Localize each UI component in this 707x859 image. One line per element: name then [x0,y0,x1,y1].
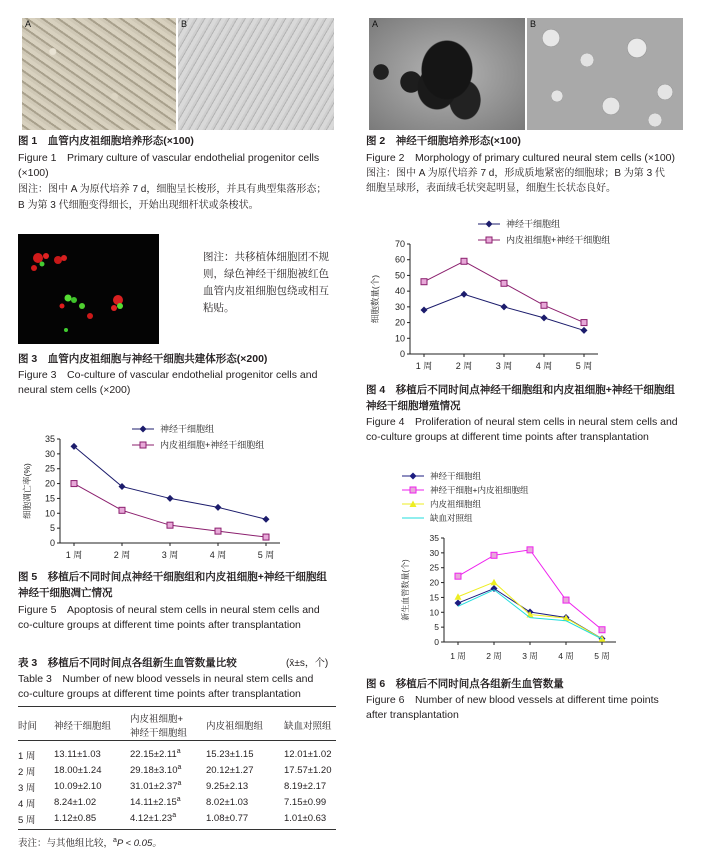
y-tick-label: 5 [434,622,439,633]
y-tick-label: 20 [429,577,439,588]
x-tick-label: 3 周 [522,651,538,661]
legend-label: 缺血对照组 [430,513,473,523]
fig5-chart [18,418,298,566]
data-point [421,279,427,285]
table-cell: 1.12±0.85 [54,813,97,824]
table3-bottom-rule [18,829,336,830]
data-point [215,504,222,511]
fig6-title-en-1: Figure 6 Number of new blood vessels at different time points [366,694,659,706]
data-point [527,547,533,553]
table-cell: 1.01±0.63 [284,813,327,824]
data-point [263,516,270,523]
table-cell: 20.12±1.27 [206,765,254,776]
table-row [18,811,336,827]
table3-header-control: 缺血对照组 [284,721,332,732]
table-cell: 8.02±1.03 [206,797,249,808]
data-point [119,507,125,513]
x-tick-label: 2 周 [486,651,502,661]
table-row [18,779,336,795]
series-line [424,261,584,322]
table-cell: 3 周 [18,782,36,794]
table-cell-value: 4.12±1.23 [130,813,173,825]
data-point [215,528,221,534]
y-tick-label: 50 [394,270,405,281]
y-tick-label: 35 [429,533,439,543]
table3-header-row [18,710,336,741]
table-row [18,795,336,811]
y-tick-label: 20 [394,317,405,328]
y-axis-label: 细胞凋亡率(%) [22,463,32,519]
y-tick-label: 0 [434,637,439,647]
fig3-title-cn: 图 3 血管内皮祖细胞与神经干细胞共建体形态(×200) [18,353,268,365]
y-tick-label: 25 [44,463,55,474]
table-cell-value: 29.18±3.10 [130,765,178,777]
legend-label: 神经干细胞组 [160,424,215,434]
x-tick-label: 2 周 [455,361,473,371]
significance-mark: a [176,748,181,756]
data-point [461,258,467,264]
fig1-title-cn: 图 1 血管内皮祖细胞培养形态(×100) [18,135,194,147]
x-tick-label: 1 周 [450,651,466,661]
significance-mark: a [177,764,182,772]
fig3-note-1: 图注：共移植体细胞团不规 [203,251,329,263]
x-tick-label: 4 周 [558,651,574,661]
table3-header-epc: 内皮祖细胞组 [206,721,264,732]
fig1-title-en-1: Figure 1 Primary culture of vascular endothelial progenitor cells [18,152,320,164]
fig1-title-en-2: (×100) [18,167,49,179]
fig2-panel-a-label: A [372,19,379,29]
table-cell [130,747,206,763]
legend-marker [410,487,416,493]
table-cell: 18.00±1.24 [54,765,102,776]
fig4-title-en-1: Figure 4 Proliferation of neural stem cells in neural stem cells and [366,416,678,428]
x-tick-label: 3 周 [161,550,179,560]
table3-top-rule [18,706,336,707]
table-cell-value: 14.11±2.15 [130,797,177,809]
y-tick-label: 20 [44,478,55,489]
fig6-chart [396,462,622,674]
fig1-note-1: 图注：图中 A 为原代培养 7 d，细胞呈长梭形，并具有典型集落形态； [18,184,327,195]
table3-header-nsc: 神经干细胞组 [54,721,112,732]
data-point [563,597,569,603]
data-point [599,627,605,633]
table-cell: 5 周 [18,814,36,826]
table-cell: 15.23±1.15 [206,749,254,760]
legend-marker [410,473,417,480]
data-point [541,314,548,321]
x-tick-label: 5 周 [594,651,610,661]
y-tick-label: 0 [49,538,55,548]
y-tick-label: 35 [44,434,55,444]
fig2-note-1: 图注：图中 A 为原代培养 7 d，形成质地紧密的细胞球；B 为第 3 代 [366,168,665,179]
y-tick-label: 25 [429,562,439,573]
series-line [74,446,266,519]
fig2-photo-b [527,18,683,130]
legend-label: 内皮祖细胞+神经干细胞组 [506,235,611,245]
data-point [421,307,428,314]
table-cell-value: 31.01±2.37 [130,781,178,793]
fig1-note-2: B 为第 3 代细胞变得细长，开始出现细杆状或条梭状。 [18,200,259,211]
fig6-title-cn: 图 6 移植后不同时间点各组新生血管数量 [366,678,564,690]
fig1-photo-b [178,18,334,130]
table3-footnote-text: 表注：与其他组比较， [18,838,114,850]
table-cell [130,763,206,779]
table-cell [130,811,206,827]
legend-marker [140,426,147,433]
y-axis-label: 新生血管数量(个) [401,559,410,621]
fig3-note-2: 则，绿色神经干细胞被红色 [203,268,329,280]
table3-header-coculture-1: 内皮祖细胞+ [130,714,184,725]
data-point [263,534,269,540]
data-point [491,579,498,586]
table-cell: 8.19±2.17 [284,781,327,792]
table-cell: 1.08±0.77 [206,813,249,824]
legend-label: 内皮祖细胞组 [430,499,482,509]
data-point [491,552,497,558]
data-point [501,280,507,286]
x-tick-label: 5 周 [575,361,593,371]
data-point [501,303,508,310]
fig1-panel-b-label: B [181,19,188,29]
fig5-title-cn-2: 神经干细胞凋亡情况 [18,587,113,599]
table3-footnote-p: P < 0.05。 [116,838,162,850]
fig2-panel-b-label: B [530,19,537,29]
x-tick-label: 4 周 [209,550,227,560]
table3-footnote [18,834,162,851]
data-point [71,481,77,487]
legend-label: 神经干细胞组 [506,219,561,229]
x-tick-label: 4 周 [535,361,553,371]
y-tick-label: 15 [429,592,439,603]
y-tick-label: 5 [49,523,55,534]
fig4-chart [366,214,626,380]
data-point [461,291,468,298]
legend-marker [486,237,492,243]
y-tick-label: 0 [399,349,405,359]
y-tick-label: 70 [394,239,405,249]
table-cell [130,795,206,811]
x-tick-label: 2 周 [113,550,131,560]
fig2-photo-a [369,18,525,130]
legend-label: 神经干细胞+内皮祖细胞组 [430,485,529,495]
table-cell: 12.01±1.02 [284,749,332,760]
table3-title-en-1: Table 3 Number of new blood vessels in neural stem cells and [18,673,314,685]
table3-unit: (x̄±s，个) [286,658,329,669]
fig3-note-4: 粘贴。 [203,302,235,314]
fig4-title-cn-2: 神经干细胞增殖情况 [366,400,461,412]
significance-mark: a [113,837,117,844]
legend-label: 神经干细胞组 [430,471,482,481]
table3-header-time: 时间 [18,721,38,732]
y-tick-label: 10 [394,333,405,344]
data-point [541,302,547,308]
y-tick-label: 15 [44,493,55,504]
data-point [455,593,462,600]
table-row [18,747,336,763]
series-line [74,484,266,537]
fig5-title-en-1: Figure 5 Apoptosis of neural stem cells in neural stem cells and [18,604,320,616]
table-cell [130,779,206,795]
fig4-title-cn-1: 图 4 移植后不同时间点神经干细胞组和内皮祖细胞+神经干细胞组 [366,384,675,396]
x-tick-label: 5 周 [257,550,275,560]
fig5-title-en-2: co-culture groups at different time points after transplantation [18,619,301,631]
fig5-title-cn-1: 图 5 移植后不同时间点神经干细胞组和内皮祖细胞+神经干细胞组 [18,571,327,583]
table-cell: 4 周 [18,798,36,810]
y-tick-label: 30 [394,301,405,312]
significance-mark: a [172,812,177,820]
fig3-title-en-1: Figure 3 Co-culture of vascular endothelial progenitor cells and [18,369,318,381]
fig1-photo-a [22,18,176,130]
fig1-panel-a-label: A [25,19,32,29]
fig4-title-en-2: co-culture groups at different time points after transplantation [366,431,649,443]
table-cell: 17.57±1.20 [284,765,332,776]
data-point [581,320,587,326]
fig3-fluorescence [18,234,159,344]
table-cell: 10.09±2.10 [54,781,102,792]
legend-marker [486,221,493,228]
table-cell: 2 周 [18,766,36,778]
x-tick-label: 1 周 [415,361,433,371]
fig3-photo [18,234,159,344]
table3-header-coculture [130,710,206,741]
y-tick-label: 60 [394,254,405,265]
table-cell: 9.25±2.13 [206,781,249,792]
table-cell-value: 22.15±2.11 [130,749,177,761]
table3 [18,710,336,827]
table-cell: 1 周 [18,750,36,762]
x-tick-label: 3 周 [495,361,513,371]
table3-header-coculture-2: 神经干细胞组 [130,728,188,739]
table-cell: 8.24±1.02 [54,797,97,808]
y-tick-label: 30 [44,448,55,459]
table3-title-cn: 表 3 移植后不同时间点各组新生血管数量比较 [18,657,237,669]
fig6-title-en-2: after transplantation [366,709,459,721]
data-point [167,495,174,502]
fig2-note-2: 细胞呈球形，表面绒毛状突起明显，细胞生长状态良好。 [366,183,616,194]
fig2-title-en: Figure 2 Morphology of primary cultured neural stem cells (×100) [366,152,676,164]
y-tick-label: 10 [44,508,55,519]
significance-mark: a [177,780,182,788]
data-point [455,573,461,579]
significance-mark: a [176,796,181,804]
fig3-title-en-2: neural stem cells (×200) [18,384,131,396]
table3-title-en-2: co-culture groups at different time points after transplantation [18,688,301,700]
y-tick-label: 30 [429,547,439,558]
fig2-title-cn: 图 2 神经干细胞培养形态(×100) [366,135,521,147]
y-tick-label: 10 [429,607,439,618]
table-cell: 13.11±1.03 [54,749,101,760]
y-axis-label: 细胞数量(个) [370,274,380,324]
legend-marker [140,442,146,448]
table-row [18,763,336,779]
data-point [167,522,173,528]
y-tick-label: 40 [394,286,405,297]
legend-label: 内皮祖细胞+神经干细胞组 [160,440,265,450]
x-tick-label: 1 周 [65,550,83,560]
data-point [581,327,588,334]
fig3-note-3: 血管内皮祖细胞包绕或相互 [203,285,329,297]
table-cell: 7.15±0.99 [284,797,327,808]
